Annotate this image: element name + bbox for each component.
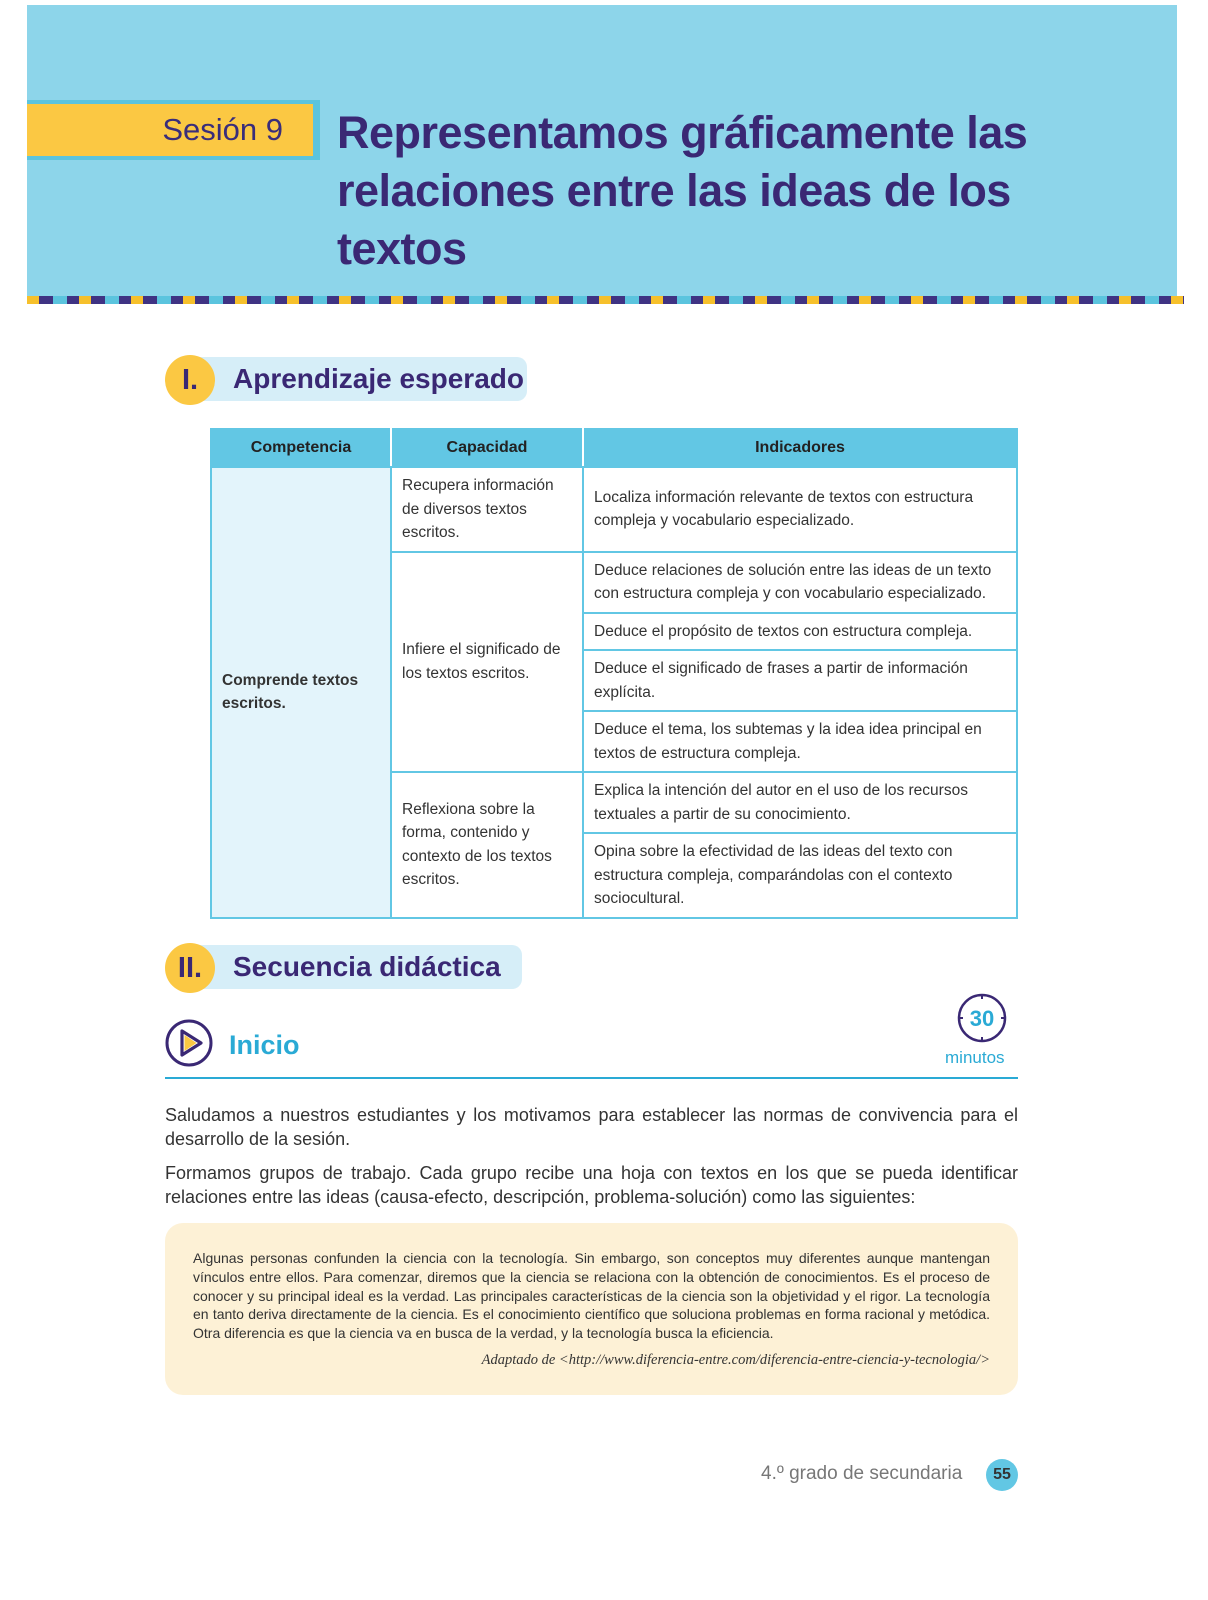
capacidad-cell: Infiere el significado de los textos escritos. bbox=[391, 552, 583, 773]
section-heading-1 bbox=[165, 355, 527, 403]
footer-grade: 4.º grado de secundaria bbox=[761, 1463, 963, 1484]
page-number: 55 bbox=[986, 1459, 1018, 1491]
capacidad-cell: Recupera información de diversos textos escritos. bbox=[391, 467, 583, 552]
page-title bbox=[337, 104, 1157, 278]
play-icon bbox=[165, 1019, 213, 1067]
competencia-cell: Comprende textos escritos. bbox=[211, 467, 391, 918]
session-label: Sesión 9 bbox=[27, 104, 313, 156]
quote-text: Algunas personas confunden la ciencia con la tecnología. Sin embargo, son conceptos muy diferentes aunque mantengan vínculos entre ellos. Para comenzar, diremos que la ciencia se relaciona con la obtención de conocimientos. Es el proceso de conocer y su principal ideal es la verdad. Las principales características de la ciencia son la objetividad y el rigor. La tecnología en tanto deriva directamente de la ciencia. Es el conocimiento científico que soluciona problemas en forma racional y metódica. Otra diferencia es que la ciencia va en busca de la verdad, y la tecnología busca la eficiencia. bbox=[193, 1250, 990, 1342]
capacidad-cell: Reflexiona sobre la forma, contenido y contexto de los textos escritos. bbox=[391, 772, 583, 918]
indicador-cell: Localiza información relevante de textos con estructura compleja y vocabulario especializado. bbox=[583, 467, 1017, 552]
section-number: II. bbox=[165, 943, 215, 993]
section-title: Secuencia didáctica bbox=[195, 945, 522, 989]
table-header: Competencia bbox=[211, 429, 391, 467]
quote-source: Adaptado de <http://www.diferencia-entre.com/diferencia-entre-ciencia-y-tecnologia/> bbox=[481, 1351, 990, 1368]
indicador-cell: Deduce el propósito de textos con estructura compleja. bbox=[583, 613, 1017, 651]
timer-value: 30 bbox=[969, 1006, 995, 1031]
indicador-cell: Deduce el significado de frases a partir de información explícita. bbox=[583, 650, 1017, 711]
inicio-label: Inicio bbox=[229, 1030, 300, 1060]
section-number: I. bbox=[165, 355, 215, 405]
timer-unit: minutos bbox=[945, 1048, 1005, 1067]
decorative-stripe bbox=[27, 296, 1184, 304]
table-header: Capacidad bbox=[391, 429, 583, 467]
learning-table bbox=[210, 428, 1018, 919]
section-title: Aprendizaje esperado bbox=[195, 357, 527, 401]
paragraph: Formamos grupos de trabajo. Cada grupo recibe una hoja con textos en los que se pueda identificar relaciones entre las ideas (causa-efecto, descripción, problema-solución) como las siguientes: bbox=[165, 1163, 1018, 1207]
divider bbox=[165, 1077, 1018, 1079]
title-line: Representamos gráficamente las bbox=[337, 107, 1028, 158]
title-line: relaciones entre las ideas de los bbox=[337, 165, 1011, 216]
quote-box bbox=[165, 1223, 1018, 1395]
indicador-cell: Explica la intención del autor en el uso de los recursos textuales a partir de su conocimiento. bbox=[583, 772, 1017, 833]
indicador-cell: Deduce el tema, los subtemas y la idea idea principal en textos de estructura compleja. bbox=[583, 711, 1017, 772]
table-header: Indicadores bbox=[583, 429, 1017, 467]
paragraph: Saludamos a nuestros estudiantes y los motivamos para establecer las normas de convivencia para el desarrollo de la sesión. bbox=[165, 1105, 1018, 1149]
indicador-cell: Opina sobre la efectividad de las ideas del texto con estructura compleja, comparándolas con el contexto sociocultural. bbox=[583, 833, 1017, 918]
stopwatch-icon bbox=[957, 993, 1007, 1043]
section-heading-2 bbox=[165, 943, 522, 991]
indicador-cell: Deduce relaciones de solución entre las ideas de un texto con estructura compleja y con vocabulario especializado. bbox=[583, 552, 1017, 613]
title-line: textos bbox=[337, 223, 467, 274]
